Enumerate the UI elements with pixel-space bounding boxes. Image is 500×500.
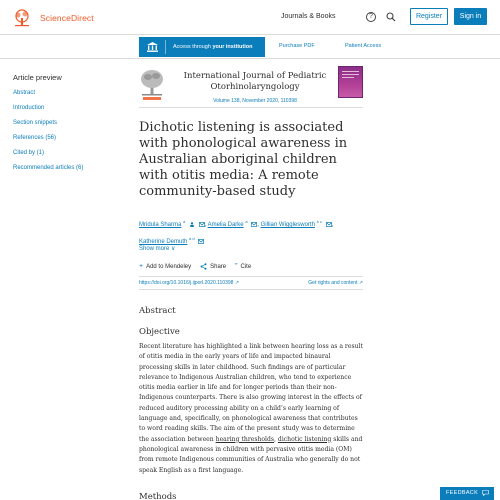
institution-icon [147,42,158,52]
mendeley-label: Add to Mendeley [146,263,192,270]
top-header [0,0,500,35]
abstract-text: skills and phonological awareness in children with pervasive otitis media (OM) from remote Indigenous communities of Australia who generally do not speak English as a first language. [139,435,363,474]
external-link-icon: ↗ [234,280,240,286]
show-more-button[interactable] [139,245,175,252]
author-affiliation: a [245,219,248,224]
nav-item-section-snippets[interactable]: Section snippets [13,120,58,126]
divider [139,107,363,108]
cite-button[interactable] [235,263,251,270]
nav-item-references[interactable]: References (56) [13,135,57,141]
purchase-pdf-link[interactable]: Purchase PDF [279,43,315,49]
access-institution-button[interactable] [139,37,265,57]
methods-heading: Methods [139,492,177,500]
show-more-label: Show more [139,246,170,252]
nav-title: Article preview [13,73,62,82]
cover-title-line [342,74,359,75]
speech-bubble-icon [482,490,489,496]
email-icon[interactable] [251,222,257,227]
share-label: Share [210,263,227,270]
author-link[interactable]: Katherine Demuth [139,239,188,245]
access-bold: your institution [212,44,253,50]
share-button[interactable] [200,263,226,270]
chevron-down-icon: ∨ [171,246,176,252]
author-link[interactable]: Amelia Darke [207,222,244,228]
feedback-label: FEEDBACK [446,490,479,496]
cover-title-line [342,77,354,78]
abstract-heading: Abstract [139,306,176,316]
elsevier-logo[interactable] [139,68,165,102]
person-icon[interactable] [189,222,195,227]
sign-in-button[interactable]: Sign in [454,8,487,25]
search-icon[interactable] [386,12,396,22]
abstract-text: , [274,435,278,443]
register-button[interactable]: Register [410,8,448,25]
doi-row [139,276,363,290]
access-bar [0,35,500,59]
journal-cover-image[interactable] [338,66,363,98]
email-icon[interactable] [326,222,332,227]
objective-heading: Objective [139,327,180,337]
add-to-mendeley-button[interactable] [139,263,191,270]
topic-link-hearing-thresholds[interactable]: hearing thresholds [215,435,275,443]
author-link[interactable]: Gillian Wigglesworth [260,222,315,228]
nav-item-abstract[interactable]: Abstract [13,90,36,96]
article-actions [139,263,251,270]
author-link[interactable]: Mridula Sharma [139,222,182,228]
sciencedirect-logo[interactable] [11,9,94,27]
nav-item-introduction[interactable]: Introduction [13,105,45,111]
external-link-icon: ↗ [358,280,363,286]
help-icon[interactable]: ? [366,12,376,22]
elsevier-tree-icon [11,9,33,27]
abstract-objective-text [139,342,365,476]
logo-text: ScienceDirect [40,13,94,23]
journal-name[interactable] [175,71,335,93]
rights-content-link[interactable] [308,280,363,286]
elsevier-tree-icon [139,68,165,102]
author-affiliation: a d [189,236,195,241]
journals-books-link[interactable]: Journals & Books [281,13,336,20]
topic-link-dichotic-listening[interactable]: dichotic listening [277,435,332,443]
email-icon[interactable] [198,239,204,244]
journal-name-line2: Otorhinolaryngology [210,82,300,92]
doi-link[interactable] [139,280,239,286]
article-title: Dichotic listening is associated with phonological awareness in Australian aboriginal children with otitis media: A remote community-based study [139,120,348,199]
email-icon[interactable] [199,222,205,227]
share-icon [200,263,207,270]
rights-text: Get rights and content [308,280,358,286]
nav-item-recommended[interactable]: Recommended articles (6) [13,165,84,171]
cover-title-line [342,71,359,72]
doi-text: https://doi.org/10.1016/j.ijporl.2020.110398 [139,280,234,286]
article-preview-nav [13,73,123,180]
author-affiliation: a [183,219,186,224]
abstract-text: Recent literature has highlighted a link between hearing loss as a result of otitis media in the early years of life and impacted binaural processing skills in later childhood. Such findings are of particular relevance to Indigenous Australian children, who tend to experience otitis media earlier in life and for longer periods than their non-Indigenous counterparts. There is also growing interest in the effects of reduced auditory processing ability on a child’s early learning of language and, specifically, on phonological awareness that contributes to word reading skills. The aim of the present study was to determine the association between [139,343,363,443]
cite-label: Cite [240,263,252,270]
author-list: Mridula Sharma $^a$ , Amelia Darke $^a$ , Gillian Wigglesworth $^{b c}$ , Katherine Demuth $^{a d}$ [139,219,334,245]
journal-volume[interactable]: Volume 138, November 2020, 110398 [213,98,297,104]
author-affiliation: b c [316,219,322,224]
divider [165,40,166,54]
plus-icon: + [139,263,144,270]
access-prefix: Access through [173,44,213,50]
quote-icon: ” [235,263,238,270]
patient-access-link[interactable]: Patient Access [345,43,382,49]
nav-item-cited-by[interactable]: Cited by (1) [13,150,45,156]
feedback-button[interactable] [440,487,494,500]
journal-name-line1: International Journal of Pediatric [183,71,327,81]
